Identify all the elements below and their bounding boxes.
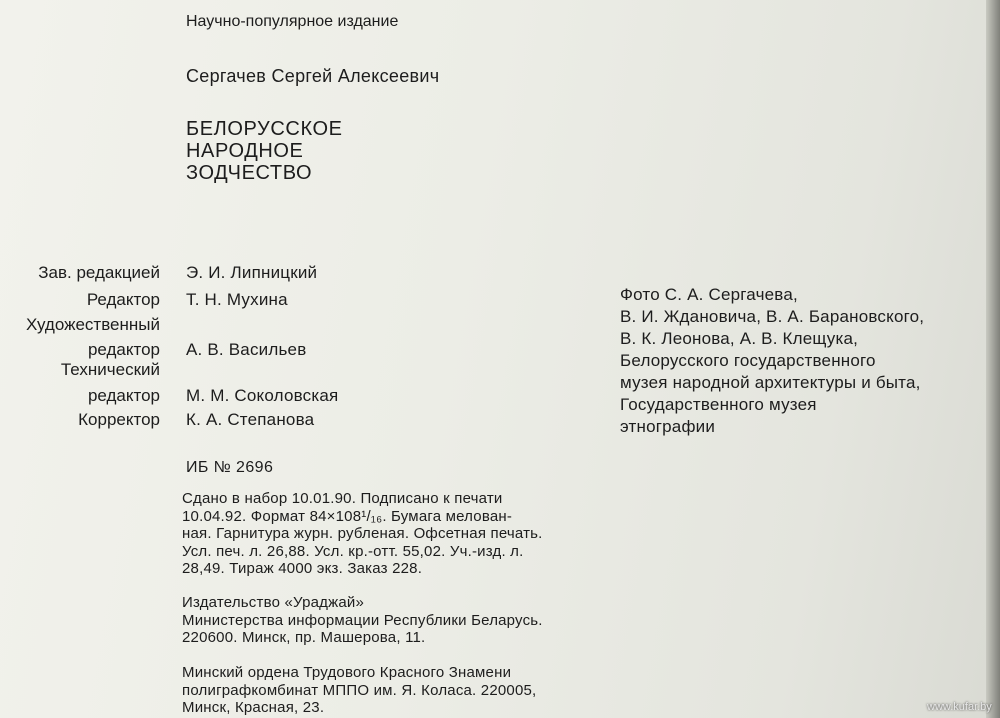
printer-info [182,664,536,717]
photo-credit-line: Фото С. А. Сергачева, [620,285,798,304]
publisher-line: Издательство «Ураджай» [182,594,365,611]
credit-role: Корректор [78,410,160,429]
print-info-line: Сдано в набор 10.01.90. Подписано к печати [182,490,503,507]
title-line-2: НАРОДНОЕ [186,140,304,162]
credit-role: редактор [87,340,160,359]
credit-name: Э. И. Липницкий [186,263,318,282]
printer-line: Минск, Красная, 23. [182,699,325,716]
watermark: www.kufar.by [927,701,992,713]
print-info [182,490,543,578]
print-info-line: 10.04.92. Формат 84×108¹/₁₆. Бумага мелован- [182,507,513,525]
credit-name: К. А. Степанова [186,410,315,429]
printer-line: Минский ордена Трудового Красного Знамени [182,664,512,681]
publisher-line: Министерства информации Республики Беларусь. [182,611,543,629]
ib-number: ИБ № 2696 [186,459,274,476]
credit-role: Редактор [86,290,160,309]
photo-credits [620,284,924,438]
photo-credit-line: этнографии [620,417,716,436]
title-line-3: ЗОДЧЕСТВО [186,162,313,184]
photo-credit-line: музея народной архитектуры и быта, [620,373,921,392]
credit-role: редактор [87,386,160,405]
credit-role: Зав. редакцией [38,263,160,282]
photo-credit-line: Государственного музея [620,395,817,414]
book-title [186,118,343,184]
series-label: Научно-популярное издание [186,13,399,30]
author-name: Сергачев Сергей Алексеевич [186,66,440,86]
page-edge-shadow [986,0,1000,718]
printer-line: полиграфкомбинат МППО им. Я. Коласа. 220005, [182,681,537,699]
print-info-line: ная. Гарнитура журн. рубленая. Офсетная печать. [182,525,543,542]
credit-role: Технический [60,360,160,379]
photo-credit-line: Белорусского государственного [620,351,876,370]
photo-credit-line: В. И. Ждановича, В. А. Барановского, [620,307,925,326]
credit-role: Художественный [26,315,160,334]
title-line-1: БЕЛОРУССКОЕ [186,118,343,140]
print-info-line: Усл. печ. л. 26,88. Усл. кр.-отт. 55,02. Уч.-изд. л. [182,542,524,560]
credit-name: Т. Н. Мухина [186,290,288,309]
publisher-info [182,594,543,647]
photo-credit-line: В. К. Леонова, А. В. Клещука, [620,329,859,348]
credit-name: А. В. Васильев [186,340,307,359]
print-info-line: 28,49. Тираж 4000 экз. Заказ 228. [182,560,423,577]
publisher-line: 220600. Минск, пр. Машерова, 11. [182,629,426,646]
credit-name: М. М. Соколовская [186,386,339,405]
